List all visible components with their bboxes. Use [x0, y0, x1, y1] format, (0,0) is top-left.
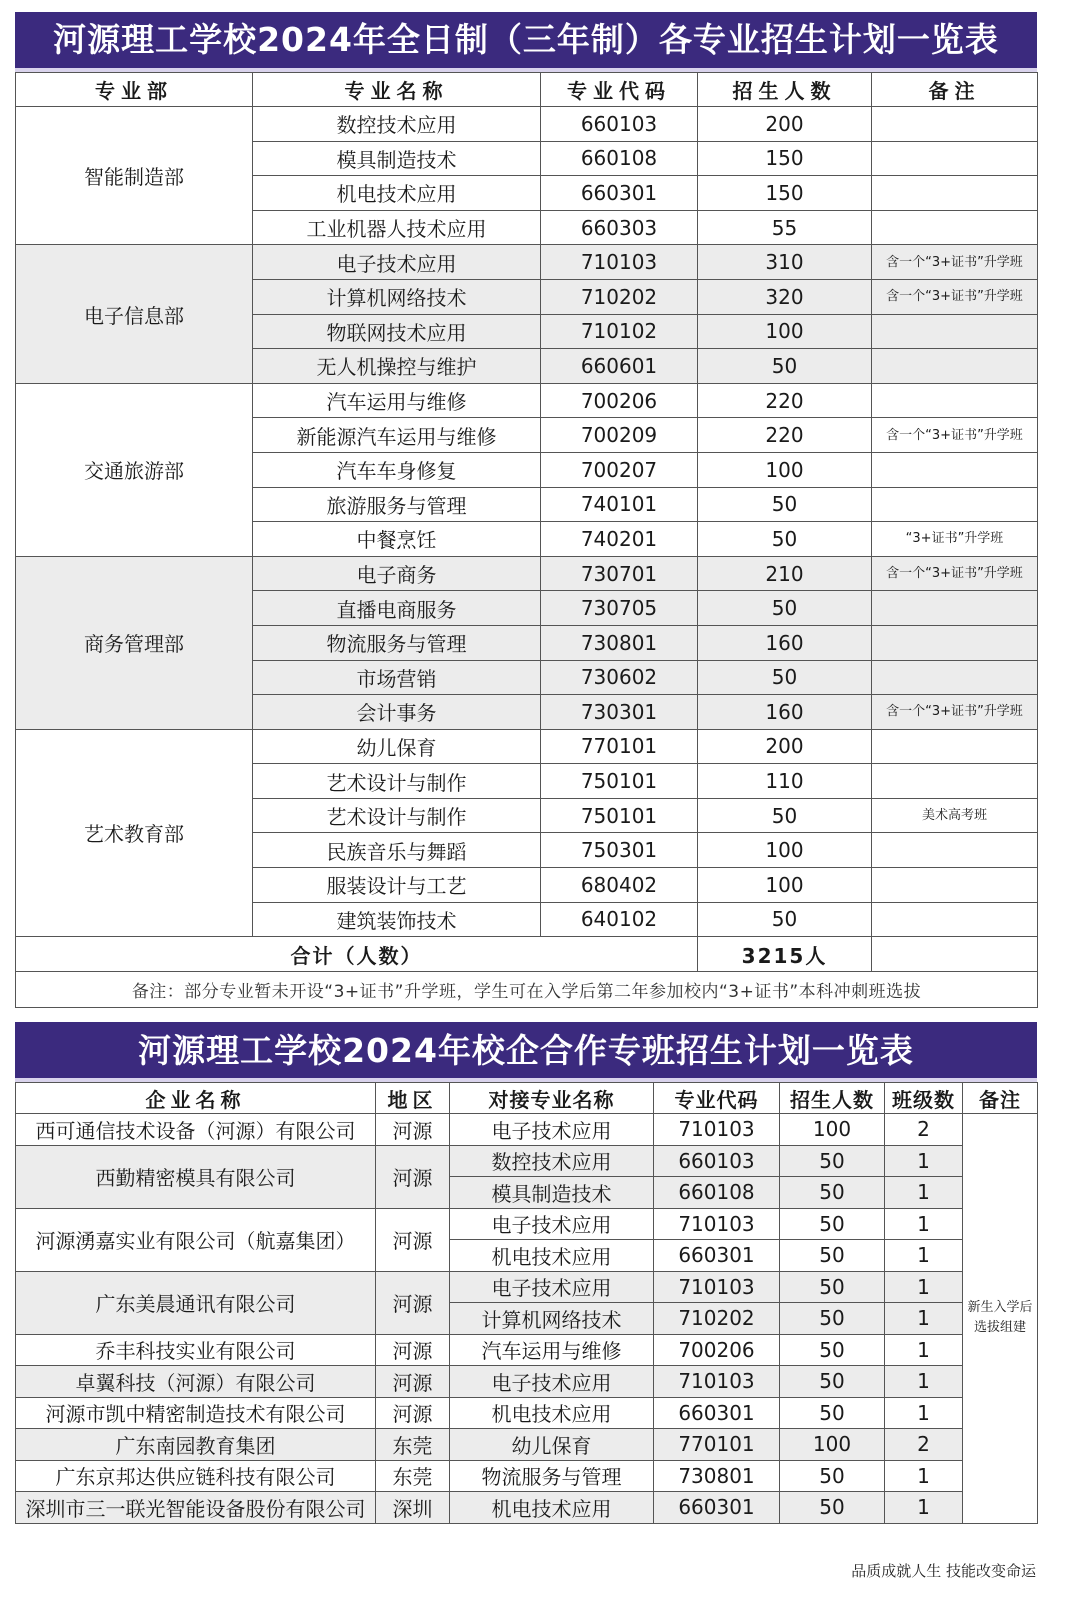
major-code: 660301 [654, 1397, 780, 1429]
class-count: 2 [885, 1114, 963, 1146]
enrollment-count: 50 [780, 1177, 885, 1209]
major-name: 汽车车身修复 [253, 452, 541, 487]
company-name: 河源市凯中精密制造技术有限公司 [16, 1397, 376, 1429]
major-name: 无人机操控与维护 [253, 349, 541, 384]
cooperation-row [16, 1366, 1038, 1398]
department-name: 艺术教育部 [16, 729, 253, 937]
cooperation-class-table [15, 1082, 1038, 1524]
major-code: 730801 [654, 1460, 780, 1492]
major-name: 建筑装饰技术 [253, 902, 541, 937]
department-name: 电子信息部 [16, 245, 253, 383]
enrollment-count: 50 [780, 1492, 885, 1524]
major-name: 电子商务 [253, 556, 541, 591]
table1-title: 河源理工学校2024年全日制（三年制）各专业招生计划一览表 [15, 12, 1037, 72]
major-row [16, 245, 1038, 280]
enrollment-count: 150 [698, 141, 872, 176]
company-region: 东莞 [376, 1460, 450, 1492]
company-region: 河源 [376, 1366, 450, 1398]
major-name: 新能源汽车运用与维修 [253, 418, 541, 453]
company-region: 河源 [376, 1114, 450, 1146]
linked-major: 电子技术应用 [450, 1366, 654, 1398]
enrollment-count: 150 [698, 176, 872, 211]
major-note [872, 314, 1038, 349]
major-name: 会计事务 [253, 695, 541, 730]
major-code: 700209 [541, 418, 698, 453]
enrollment-count: 100 [698, 314, 872, 349]
enrollment-count: 310 [698, 245, 872, 280]
major-note [872, 210, 1038, 245]
class-count: 1 [885, 1334, 963, 1366]
major-note [872, 625, 1038, 660]
major-note [872, 141, 1038, 176]
class-count: 1 [885, 1366, 963, 1398]
major-note: 含一个“3+证书”升学班 [872, 556, 1038, 591]
linked-major: 机电技术应用 [450, 1397, 654, 1429]
linked-major: 幼儿保育 [450, 1429, 654, 1461]
major-code: 660301 [541, 176, 698, 211]
department-name: 交通旅游部 [16, 383, 253, 556]
major-note [872, 176, 1038, 211]
major-code: 710103 [541, 245, 698, 280]
enrollment-count: 50 [780, 1397, 885, 1429]
linked-major: 机电技术应用 [450, 1492, 654, 1524]
major-code: 660301 [654, 1492, 780, 1524]
enrollment-count: 55 [698, 210, 872, 245]
enrollment-count: 160 [698, 625, 872, 660]
table2-title: 河源理工学校2024年校企合作专班招生计划一览表 [15, 1022, 1037, 1082]
major-note: 含一个“3+证书”升学班 [872, 418, 1038, 453]
total-value: 3215人 [698, 937, 872, 972]
header-major: 专业名称 [253, 73, 541, 107]
major-code: 750301 [541, 833, 698, 868]
company-region: 深圳 [376, 1492, 450, 1524]
linked-major: 汽车运用与维修 [450, 1334, 654, 1366]
major-name: 幼儿保育 [253, 729, 541, 764]
enrollment-count: 50 [780, 1460, 885, 1492]
major-name: 艺术设计与制作 [253, 764, 541, 799]
major-name: 旅游服务与管理 [253, 487, 541, 522]
major-code: 710103 [654, 1114, 780, 1146]
header-code: 专业代码 [541, 73, 698, 107]
class-count: 1 [885, 1240, 963, 1272]
company-name: 西可通信技术设备（河源）有限公司 [16, 1114, 376, 1146]
enrollment-count: 100 [698, 452, 872, 487]
major-note: 含一个“3+证书”升学班 [872, 279, 1038, 314]
enrollment-count: 220 [698, 418, 872, 453]
major-code: 660108 [541, 141, 698, 176]
major-note [872, 902, 1038, 937]
major-code: 700206 [541, 383, 698, 418]
enrollment-count: 50 [780, 1271, 885, 1303]
class-count: 1 [885, 1177, 963, 1209]
major-code: 660301 [654, 1240, 780, 1272]
major-code: 700207 [541, 452, 698, 487]
class-count: 1 [885, 1397, 963, 1429]
cooperation-row [16, 1271, 1038, 1303]
enrollment-count: 50 [698, 798, 872, 833]
enrollment-count: 160 [698, 695, 872, 730]
total-note [872, 937, 1038, 972]
class-count: 1 [885, 1208, 963, 1240]
linked-major: 模具制造技术 [450, 1177, 654, 1209]
header-count: 招生人数 [780, 1083, 885, 1114]
major-code: 710103 [654, 1271, 780, 1303]
major-note: “3+证书”升学班 [872, 522, 1038, 557]
major-note [872, 107, 1038, 142]
major-code: 710202 [541, 279, 698, 314]
major-code: 680402 [541, 868, 698, 903]
enrollment-count: 50 [698, 660, 872, 695]
major-note [872, 833, 1038, 868]
enrollment-count: 50 [780, 1334, 885, 1366]
department-name: 智能制造部 [16, 107, 253, 245]
company-name: 卓翼科技（河源）有限公司 [16, 1366, 376, 1398]
company-region: 东莞 [376, 1429, 450, 1461]
major-code: 730705 [541, 591, 698, 626]
enrollment-count: 100 [780, 1114, 885, 1146]
major-name: 机电技术应用 [253, 176, 541, 211]
enrollment-count: 320 [698, 279, 872, 314]
major-note [872, 868, 1038, 903]
major-name: 中餐烹饪 [253, 522, 541, 557]
linked-major: 数控技术应用 [450, 1145, 654, 1177]
company-region: 河源 [376, 1397, 450, 1429]
major-code: 730801 [541, 625, 698, 660]
major-row [16, 383, 1038, 418]
enrollment-count: 200 [698, 107, 872, 142]
total-row [16, 937, 1038, 972]
class-count: 1 [885, 1271, 963, 1303]
company-region: 河源 [376, 1271, 450, 1334]
cooperation-row [16, 1114, 1038, 1146]
enrollment-count: 110 [698, 764, 872, 799]
major-name: 工业机器人技术应用 [253, 210, 541, 245]
enrollment-count: 50 [698, 349, 872, 384]
company-name: 广东美晨通讯有限公司 [16, 1271, 376, 1334]
major-code: 770101 [654, 1429, 780, 1461]
header-count: 招生人数 [698, 73, 872, 107]
major-name: 汽车运用与维修 [253, 383, 541, 418]
enrollment-count: 100 [698, 833, 872, 868]
major-name: 艺术设计与制作 [253, 798, 541, 833]
linked-major: 机电技术应用 [450, 1240, 654, 1272]
header-classes: 班级数 [885, 1083, 963, 1114]
linked-major: 物流服务与管理 [450, 1460, 654, 1492]
cooperation-row [16, 1397, 1038, 1429]
major-name: 计算机网络技术 [253, 279, 541, 314]
enrollment-count: 200 [698, 729, 872, 764]
header-linked-major: 对接专业名称 [450, 1083, 654, 1114]
table2-header-row [16, 1083, 1038, 1114]
major-code: 660103 [541, 107, 698, 142]
major-code: 750101 [541, 764, 698, 799]
major-code: 660103 [654, 1145, 780, 1177]
enrollment-count: 50 [780, 1208, 885, 1240]
major-row [16, 107, 1038, 142]
enrollment-count: 50 [698, 487, 872, 522]
enrollment-count: 50 [698, 902, 872, 937]
major-name: 电子技术应用 [253, 245, 541, 280]
enrollment-count: 50 [780, 1240, 885, 1272]
cooperation-row [16, 1429, 1038, 1461]
header-company: 企业名称 [16, 1083, 376, 1114]
cooperation-row [16, 1208, 1038, 1240]
linked-major: 电子技术应用 [450, 1271, 654, 1303]
linked-major: 电子技术应用 [450, 1208, 654, 1240]
header-remark: 备注 [963, 1083, 1038, 1114]
linked-major: 电子技术应用 [450, 1114, 654, 1146]
cooperation-row [16, 1334, 1038, 1366]
major-note [872, 452, 1038, 487]
major-note: 美术高考班 [872, 798, 1038, 833]
cooperation-remark: 新生入学后选拔组建 [963, 1114, 1038, 1524]
cooperation-row [16, 1460, 1038, 1492]
company-name: 广东南园教育集团 [16, 1429, 376, 1461]
header-region: 地区 [376, 1083, 450, 1114]
enrollment-count: 50 [780, 1145, 885, 1177]
major-code: 750101 [541, 798, 698, 833]
header-code: 专业代码 [654, 1083, 780, 1114]
linked-major: 计算机网络技术 [450, 1303, 654, 1335]
major-name: 民族音乐与舞蹈 [253, 833, 541, 868]
major-code: 660108 [654, 1177, 780, 1209]
company-name: 河源湧嘉实业有限公司（航嘉集团） [16, 1208, 376, 1271]
major-code: 770101 [541, 729, 698, 764]
major-note [872, 591, 1038, 626]
major-code: 660303 [541, 210, 698, 245]
company-region: 河源 [376, 1145, 450, 1208]
major-code: 640102 [541, 902, 698, 937]
class-count: 1 [885, 1145, 963, 1177]
footnote-row [16, 971, 1038, 1007]
enrollment-count: 50 [780, 1366, 885, 1398]
company-name: 深圳市三一联光智能设备股份有限公司 [16, 1492, 376, 1524]
major-note [872, 729, 1038, 764]
company-region: 河源 [376, 1208, 450, 1271]
major-code: 740201 [541, 522, 698, 557]
enrollment-count: 210 [698, 556, 872, 591]
table2-body [16, 1114, 1038, 1524]
table1-body [16, 107, 1038, 937]
table1-header-row [16, 73, 1038, 107]
major-note [872, 660, 1038, 695]
department-name: 商务管理部 [16, 556, 253, 729]
major-name: 物联网技术应用 [253, 314, 541, 349]
major-code: 710103 [654, 1208, 780, 1240]
major-code: 730301 [541, 695, 698, 730]
major-note: 含一个“3+证书”升学班 [872, 695, 1038, 730]
major-code: 710202 [654, 1303, 780, 1335]
major-name: 服装设计与工艺 [253, 868, 541, 903]
company-name: 广东京邦达供应链科技有限公司 [16, 1460, 376, 1492]
enrollment-count: 50 [698, 522, 872, 557]
company-name: 西勤精密模具有限公司 [16, 1145, 376, 1208]
header-note: 备注 [872, 73, 1038, 107]
major-name: 市场营销 [253, 660, 541, 695]
major-row [16, 556, 1038, 591]
table1-footnote: 备注：部分专业暂未开设“3+证书”升学班，学生可在入学后第二年参加校内“3+证书”本科冲刺班选拔 [16, 971, 1038, 1007]
major-note: 含一个“3+证书”升学班 [872, 245, 1038, 280]
class-count: 1 [885, 1460, 963, 1492]
major-note [872, 764, 1038, 799]
class-count: 1 [885, 1303, 963, 1335]
company-name: 乔丰科技实业有限公司 [16, 1334, 376, 1366]
enrollment-count: 100 [780, 1429, 885, 1461]
major-note [872, 349, 1038, 384]
major-code: 740101 [541, 487, 698, 522]
enrollment-count: 100 [698, 868, 872, 903]
major-code: 730602 [541, 660, 698, 695]
total-label: 合计（人数） [16, 937, 698, 972]
enrollment-count: 50 [780, 1303, 885, 1335]
enrollment-plan-table [15, 72, 1038, 1008]
company-region: 河源 [376, 1334, 450, 1366]
major-name: 数控技术应用 [253, 107, 541, 142]
major-name: 直播电商服务 [253, 591, 541, 626]
major-name: 物流服务与管理 [253, 625, 541, 660]
major-code: 730701 [541, 556, 698, 591]
class-count: 2 [885, 1429, 963, 1461]
major-name: 模具制造技术 [253, 141, 541, 176]
major-note [872, 487, 1038, 522]
cooperation-row [16, 1492, 1038, 1524]
major-note [872, 383, 1038, 418]
major-code: 700206 [654, 1334, 780, 1366]
major-code: 660601 [541, 349, 698, 384]
enrollment-count: 50 [698, 591, 872, 626]
slogan: 品质成就人生 技能改变命运 [851, 1562, 1036, 1580]
class-count: 1 [885, 1492, 963, 1524]
major-code: 710103 [654, 1366, 780, 1398]
cooperation-row [16, 1145, 1038, 1177]
enrollment-count: 220 [698, 383, 872, 418]
header-department: 专业部 [16, 73, 253, 107]
major-row [16, 729, 1038, 764]
major-code: 710102 [541, 314, 698, 349]
